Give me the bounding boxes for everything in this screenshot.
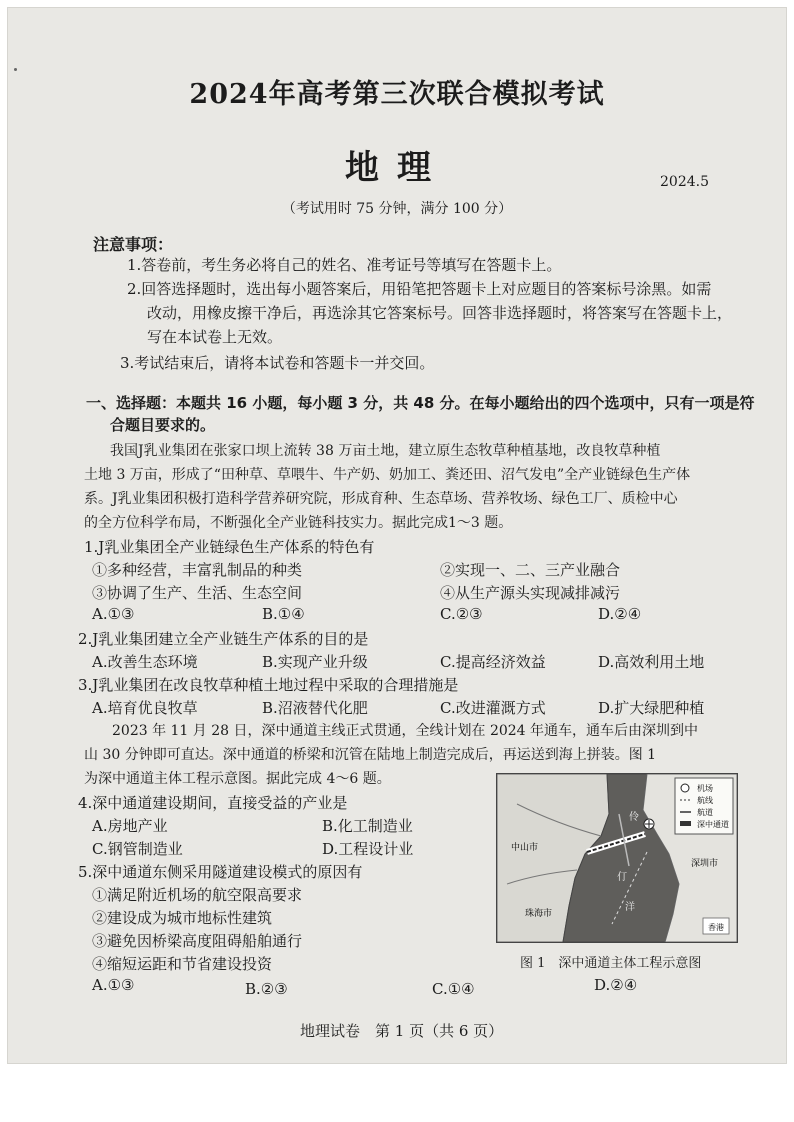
question-1-statement: ④从生产源头实现减排减污 [440, 584, 621, 602]
question-5-statement: ③避免因桥梁高度阻碍船舶通行 [92, 932, 303, 950]
question-1-stem: 1.J乳业集团全产业链绿色生产体系的特色有 [84, 538, 375, 556]
legend-airport-label: 机场 [697, 784, 713, 793]
exam-date: 2024.5 [660, 174, 709, 190]
legend-tunnel-icon [680, 821, 691, 826]
question-1-option-b: B.①④ [262, 605, 305, 623]
question-2-option-a: A.改善生态环境 [92, 653, 198, 671]
question-5-option-a: A.①③ [92, 976, 135, 994]
question-4-stem: 4.深中通道建设期间，直接受益的产业是 [78, 794, 348, 812]
question-3-option-c: C.改进灌溉方式 [440, 699, 546, 717]
label-zhongshan: 中山市 [511, 843, 539, 853]
notice-item-3: 3.考试结束后，请将本试卷和答题卡一并交回。 [120, 354, 435, 372]
question-5-stem: 5.深中通道东侧采用隧道建设模式的原因有 [78, 863, 363, 881]
question-1-statement: ③协调了生产、生活、生态空间 [92, 584, 303, 602]
passage-1-line: 我国J乳业集团在张家口坝上流转 38 万亩土地，建立原生态牧草种植基地，改良牧草种植 [110, 443, 661, 459]
question-5-statement: ④缩短运距和节省建设投资 [92, 955, 273, 973]
label-shenzhen: 深圳市 [691, 859, 719, 869]
question-1-option-c: C.②③ [440, 605, 483, 623]
legend-route-label: 航线 [697, 796, 713, 805]
question-4-option-b: B.化工制造业 [322, 817, 413, 835]
question-3-option-d: D.扩大绿肥种植 [598, 699, 705, 717]
label-yang: 洋 [625, 902, 635, 913]
question-3-option-b: B.沼液替代化肥 [262, 699, 368, 717]
question-3-option-a: A.培育优良牧草 [92, 699, 198, 717]
question-5-statement: ①满足附近机场的航空限高要求 [92, 886, 303, 904]
exam-title: 2024年高考第三次联合模拟考试 [189, 79, 605, 110]
passage-2-line: 2023 年 11 月 28 日，深中通道主线正式贯通，全线计划在 2024 年通车，通车后由深圳到中 [112, 723, 699, 739]
passage-1-line: 的全方位科学布局，不断强化全产业链科技实力。据此完成1～3 题。 [84, 515, 513, 531]
speck [14, 68, 17, 71]
question-5-option-c: C.①④ [432, 980, 475, 998]
section-heading-cont: 合题目要求的。 [110, 416, 216, 434]
passage-2-line: 为深中通道主体工程示意图。据此完成 4～6 题。 [84, 771, 391, 787]
question-2-stem: 2.J乳业集团建立全产业链生产体系的目的是 [78, 630, 369, 648]
question-1-statement: ①多种经营，丰富乳制品的种类 [92, 561, 303, 579]
question-3-stem: 3.J乳业集团在改良牧草种植土地过程中采取的合理措施是 [78, 676, 459, 694]
question-2-option-c: C.提高经济效益 [440, 653, 546, 671]
legend-airport-icon [681, 784, 689, 792]
question-1-option-a: A.①③ [92, 605, 135, 623]
question-2-option-b: B.实现产业升级 [262, 653, 368, 671]
label-ding: 仃 [617, 872, 627, 883]
question-5-option-d: D.②④ [594, 976, 638, 994]
notice-heading: 注意事项： [93, 235, 174, 254]
legend-tunnel-label: 深中通道 [697, 820, 729, 829]
section-heading: 一、选择题：本题共 16 小题，每小题 3 分，共 48 分。在每小题给出的四个选项中，只有一项是符 [86, 394, 755, 412]
map-svg [497, 774, 737, 942]
question-4-option-d: D.工程设计业 [322, 840, 414, 858]
figure-1-caption: 图 1 深中通道主体工程示意图 [520, 956, 702, 971]
notice-item-2: 2.回答选择题时，选出每小题答案后，用铅笔把答题卡上对应题目的答案标号涂黑。如需 [127, 280, 712, 298]
figure-1-map [496, 773, 738, 943]
question-5-statement: ②建设成为城市地标性建筑 [92, 909, 273, 927]
question-1-option-d: D.②④ [598, 605, 642, 623]
label-zhuhai: 珠海市 [525, 909, 553, 919]
question-5-option-b: B.②③ [245, 980, 288, 998]
question-1-statement: ②实现一、二、三产业融合 [440, 561, 621, 579]
question-2-option-d: D.高效利用土地 [598, 653, 705, 671]
notice-item-2-cont: 改动，用橡皮擦干净后，再选涂其它答案标号。回答非选择题时，将答案写在答题卡上， [147, 304, 733, 322]
notice-item-1: 1.答卷前，考生务必将自己的姓名、准考证号等填写在答题卡上。 [127, 256, 562, 274]
subject-title: 地理 [345, 148, 449, 188]
passage-2-line: 山 30 分钟即可直达。深中通道的桥梁和沉管在陆地上制造完成后，再运送到海上拼装。图 1 [84, 747, 657, 763]
notice-item-2-cont: 写在本试卷上无效。 [147, 328, 283, 346]
question-4-option-a: A.房地产业 [92, 817, 168, 835]
passage-1-line: 系。J乳业集团积极打造科学营养研究院，形成育种、生态草场、营养牧场、绿色工厂、质检中心 [84, 491, 678, 507]
label-ling: 伶 [629, 812, 639, 823]
passage-1-line: 土地 3 万亩，形成了“田种草、草喂牛、牛产奶、奶加工、粪还田、沼气发电”全产业链绿色生产体 [84, 467, 691, 483]
page-footer: 地理试卷 第 1 页（共 6 页） [300, 1022, 504, 1040]
label-hongkong: 香港 [708, 923, 724, 932]
exam-duration: （考试用时 75 分钟，满分 100 分） [281, 201, 513, 217]
question-4-option-c: C.钢管制造业 [92, 840, 183, 858]
legend-channel-label: 航道 [697, 808, 713, 817]
